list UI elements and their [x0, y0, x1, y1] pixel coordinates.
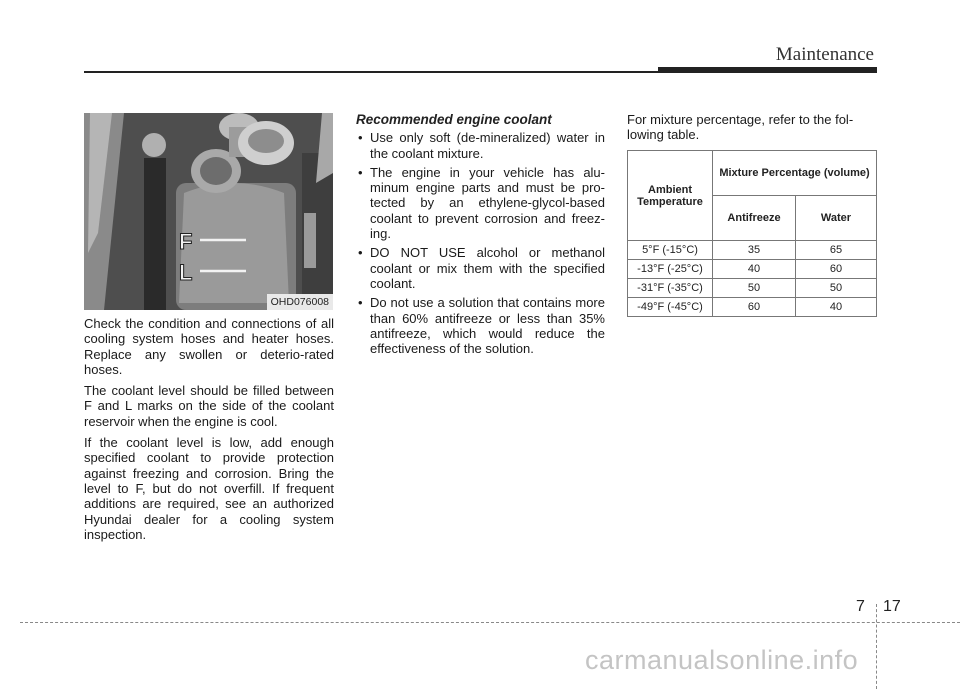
footer-rule: [20, 622, 960, 624]
header-rule-accent: [658, 67, 877, 72]
list-item: [356, 130, 605, 161]
cell-water: 65: [796, 241, 877, 260]
header-water: Water: [796, 196, 877, 241]
paragraph-hoses: Check the condition and connections of all cooling system hoses and heater hoses. Replace any swollen or deterio-rated hoses.: [84, 316, 334, 377]
table-row: [628, 241, 877, 260]
list-item: [356, 165, 605, 241]
bullet-text: Use only soft (de-mineralized) water in the coolant mixture.: [370, 130, 605, 161]
bullet-marker: •: [358, 295, 363, 311]
watermark: carmanualsonline.info: [585, 645, 859, 675]
list-item: [356, 295, 605, 356]
cell-temp: -31°F (-35°C): [628, 279, 713, 298]
table-intro: For mixture percentage, refer to the fol-lowing table.: [627, 112, 854, 143]
cell-water: 60: [796, 260, 877, 279]
header-ambient-temperature: Ambient Temperature: [628, 151, 713, 241]
cell-temp: -13°F (-25°C): [628, 260, 713, 279]
cell-water: 40: [796, 298, 877, 317]
coolant-bullets: [356, 130, 605, 356]
bullet-marker: •: [358, 164, 363, 180]
bullet-text: The engine in your vehicle has alu-minum engine parts and must be pro-tected by an ethylene-glycol-based coolant to prevent corrosion and freez-ing.: [370, 164, 605, 242]
header-mixture-percentage: Mixture Percentage (volume): [713, 151, 877, 196]
cell-antifreeze: 60: [713, 298, 796, 317]
chapter-number: 7: [856, 598, 865, 615]
column-1-text: [84, 316, 334, 548]
full-mark-label: F: [179, 229, 193, 254]
paragraph-coolant-level: The coolant level should be filled between F and L marks on the side of the coolant reservoir when the engine is cool.: [84, 383, 334, 429]
photo-code: OHD076008: [267, 294, 333, 310]
table-row: [628, 279, 877, 298]
table-row: [628, 298, 877, 317]
cell-antifreeze: 35: [713, 241, 796, 260]
bullet-text: DO NOT USE alcohol or methanol coolant or mix them with the specified coolant.: [370, 245, 605, 291]
column-2-text: [356, 112, 605, 360]
page-number: 17: [883, 598, 901, 615]
footer-divider: [876, 604, 878, 689]
section-title: Recommended engine coolant: [356, 112, 552, 127]
header-title: Maintenance: [775, 44, 874, 65]
cell-water: 50: [796, 279, 877, 298]
column-3-text: [627, 112, 877, 143]
table-row: [628, 260, 877, 279]
list-item: [356, 245, 605, 291]
bullet-marker: •: [358, 130, 363, 146]
paragraph-low-coolant: If the coolant level is low, add enough specified coolant to provide protection against freezing and corrosion. Bring the level to F, but do not overfill. If frequent additions are required, see an authorized Hyundai dealer for a cooling system inspection.: [84, 435, 334, 542]
cell-temp: -49°F (-45°C): [628, 298, 713, 317]
cell-antifreeze: 50: [713, 279, 796, 298]
bullet-marker: •: [358, 245, 363, 261]
low-mark-label: L: [179, 260, 193, 285]
engine-bay-illustration: [84, 113, 333, 310]
cell-temp: 5°F (-15°C): [628, 241, 713, 260]
header-antifreeze: Antifreeze: [713, 196, 796, 241]
coolant-reservoir-photo: [84, 113, 333, 310]
coolant-mixture-table: [627, 150, 877, 317]
bullet-text: Do not use a solution that contains more than 60% antifreeze or less than 35% antifreeze, which would reduce the effectiveness of the solution.: [370, 295, 605, 357]
cell-antifreeze: 40: [713, 260, 796, 279]
